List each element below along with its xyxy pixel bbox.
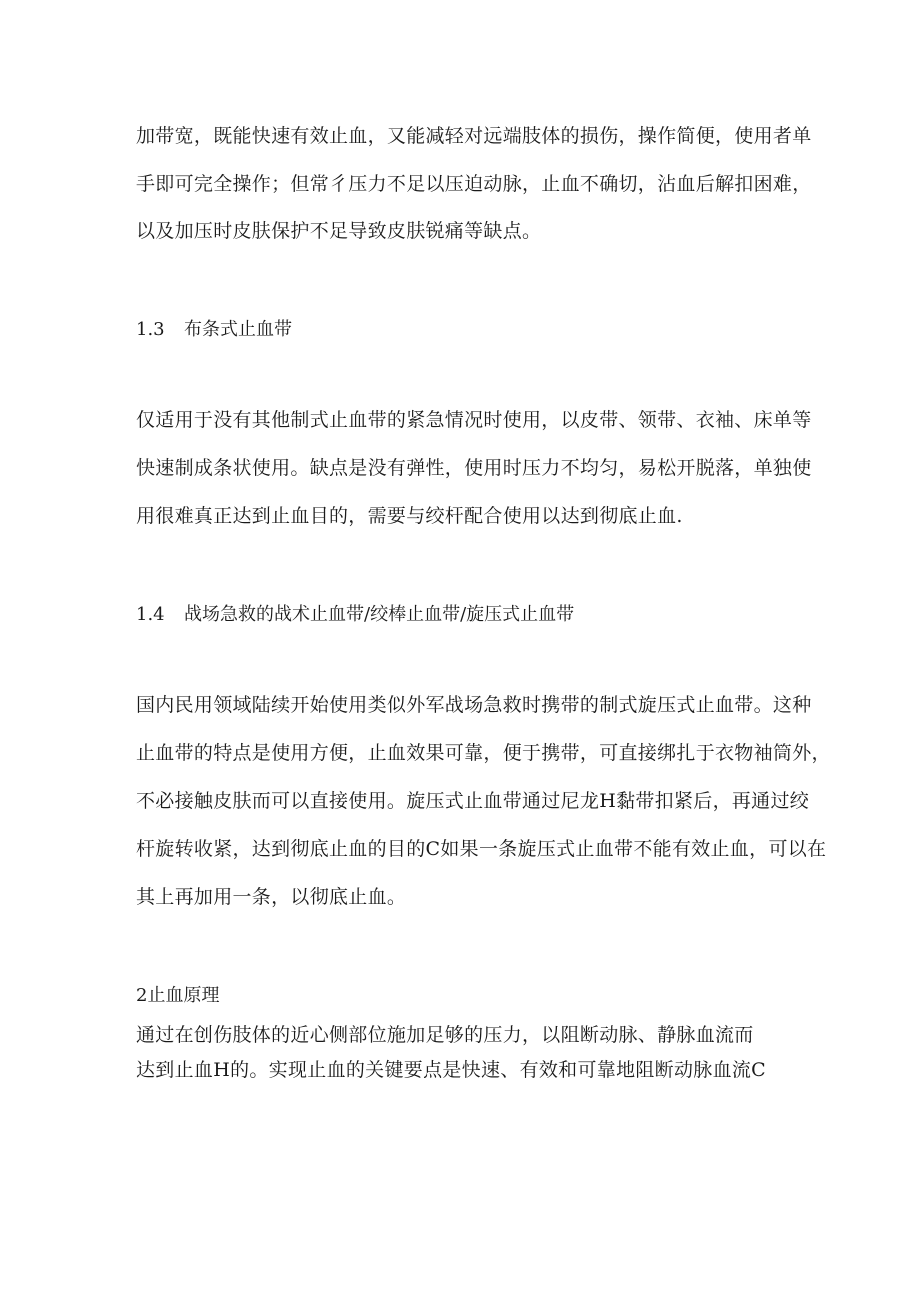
paragraph-1-line-1: 加带宽，既能快速有效止血，又能减轻对远端肢体的损伤，操作简便，使用者单 <box>136 125 812 147</box>
section-heading-1-3 <box>136 318 292 342</box>
section-heading-1-4 <box>136 603 574 627</box>
paragraph-3-line-1: 国内民用领域陆续开始使用类似外军战场急救时携带的制式旋压式止血带。这种 <box>136 694 812 716</box>
paragraph-1-line-2: 手即可完全操作；但常彳压力不足以压迫动脉，止血不确切，沾血后解扣困难， <box>136 173 812 195</box>
paragraph-3-line-2: 止血带的特点是使用方便，止血效果可靠，便于携带，可直接绑扎于衣物袖筒外， <box>136 742 831 764</box>
section-title: 战场急救的战术止血带/绞棒止血带/旋压式止血带 <box>184 604 575 625</box>
section-title: 布条式止血带 <box>184 319 292 340</box>
paragraph-4-line-2: 达到止血H的。实现止血的关键要点是快速、有效和可靠地阻断动脉血流C <box>136 1059 767 1081</box>
section-number: 1.3 <box>136 319 165 340</box>
paragraph-4-line-1: 通过在创伤肢体的近心侧部位施加足够的压力，以阻断动脉、静脉血流而 <box>136 1024 754 1046</box>
paragraph-2-line-3: 用很难真正达到止血目的，需要与绞杆配合使用以达到彻底止血. <box>136 505 683 527</box>
paragraph-2-line-1: 仅适用于没有其他制式止血带的紧急情况时使用，以皮带、领带、衣袖、床单等 <box>136 409 812 431</box>
section-heading-2: 2止血原理 <box>136 985 220 1006</box>
paragraph-3-line-4: 杆旋转收紧，达到彻底止血的目的C如果一条旋压式止血带不能有效止血，可以在 <box>136 838 827 860</box>
paragraph-3-line-5: 其上再加用一条，以彻底止血。 <box>136 886 407 908</box>
paragraph-2-line-2: 快速制成条状使用。缺点是没有弹性，使用时压力不均匀，易松开脱落，单独使 <box>136 457 812 479</box>
paragraph-1-line-3: 以及加压时皮肤保护不足导致皮肤锐痛等缺点。 <box>136 220 542 242</box>
paragraph-3-line-3: 不必接触皮肤而可以直接使用。旋压式止血带通过尼龙H黏带扣紧后，再通过绞 <box>136 790 810 812</box>
section-number: 1.4 <box>136 604 165 625</box>
